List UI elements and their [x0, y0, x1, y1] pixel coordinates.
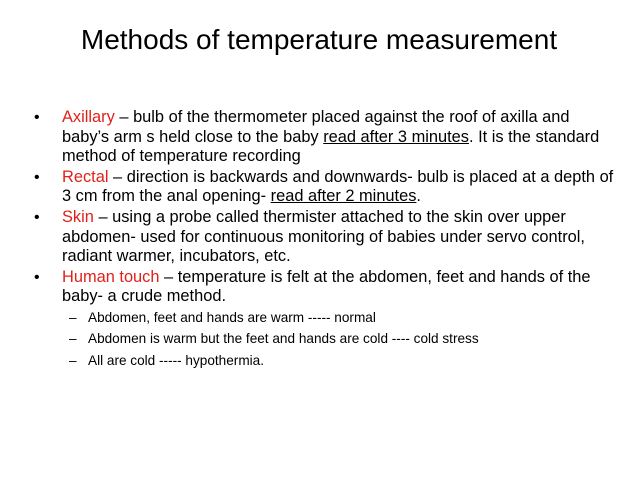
bullet-text: direction is backwards and downwards- bulb is placed at a depth of 3 cm from the anal opening- — [62, 167, 614, 206]
bullet-human-touch — [30, 268, 615, 370]
bullet-text-end: . It is the standard method of temperature recording — [62, 127, 600, 166]
bullet-skin — [30, 208, 615, 267]
sub-bullet-text: All are cold ----- hypothermia. — [88, 352, 265, 368]
bullet-text: temperature is felt at the abdomen, feet and hands of the baby- a crude method. — [62, 267, 591, 306]
underlined-time-rectal: read after 2 minutes — [270, 187, 417, 206]
bullet-separator: – — [93, 207, 113, 226]
underlined-time-axillary: read after 3 minutes — [323, 127, 469, 146]
sub-bullet-normal — [61, 308, 615, 327]
term-skin: Skin — [62, 207, 94, 226]
dash-marker: – — [69, 309, 77, 325]
term-rectal: Rectal — [62, 167, 109, 186]
sub-bullet-text: Abdomen is warm but the feet and hands are cold ---- cold stress — [88, 331, 479, 347]
bullet-separator: – — [114, 108, 134, 126]
bullet-dot: • — [34, 208, 40, 226]
dash-marker: – — [69, 352, 77, 368]
sub-bullet-text: Abdomen, feet and hands are warm ----- normal — [88, 309, 376, 325]
bullet-dot: • — [34, 168, 40, 186]
bullet-text-end: . — [416, 187, 421, 206]
dash-marker: – — [69, 331, 77, 347]
slide-title: Methods of temperature measurement — [80, 24, 558, 55]
sub-bullet-cold-stress — [61, 329, 615, 348]
bullet-text: bulb of the thermometer placed against the roof of axilla and baby’s arm s held close to the baby — [62, 108, 570, 146]
bullet-dot: • — [34, 109, 40, 126]
bullet-text: using a probe called thermister attached to the skin over upper abdomen- used for continuous monitoring of babies under servo control, radiant warmer, incubators, etc. — [62, 207, 585, 266]
bullet-dot: • — [34, 268, 40, 286]
term-human-touch: Human touch — [62, 267, 160, 286]
bullet-axillary — [30, 108, 615, 167]
bullet-list — [30, 108, 615, 370]
slide-content — [30, 108, 615, 372]
sub-bullet-hypothermia — [61, 351, 615, 370]
bullet-separator: – — [159, 267, 178, 286]
bullet-separator: – — [108, 167, 127, 186]
term-axillary: Axillary — [62, 108, 115, 126]
sub-bullet-list — [61, 308, 615, 370]
bullet-rectal — [30, 168, 615, 207]
